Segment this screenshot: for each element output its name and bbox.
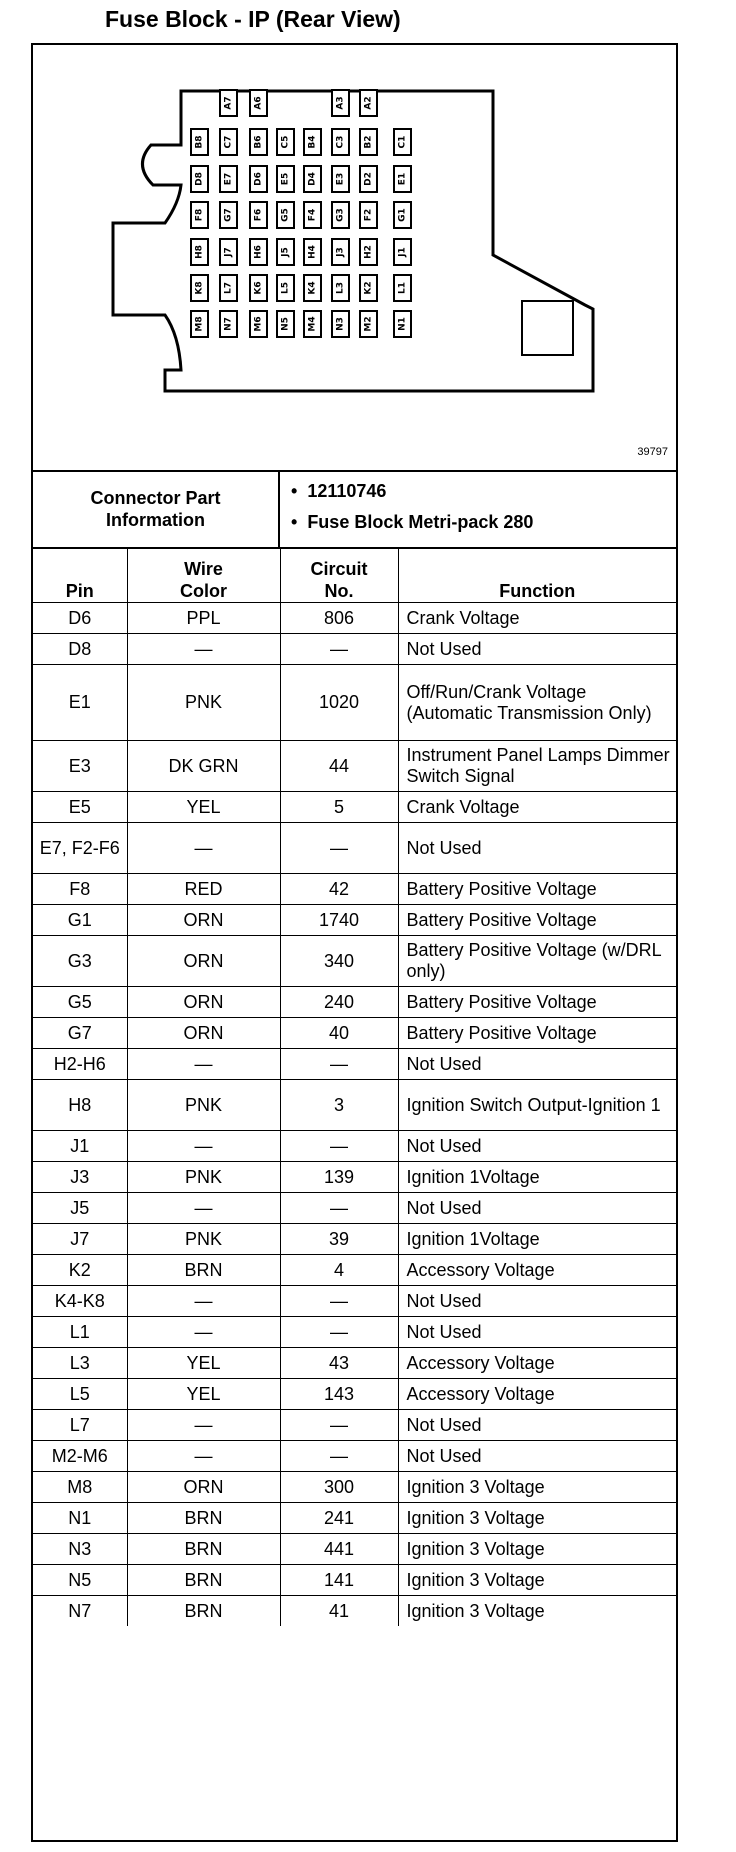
cell-wire-color: RED bbox=[127, 874, 280, 905]
pin-cavity bbox=[220, 202, 237, 228]
cell-function: Ignition 3 Voltage bbox=[398, 1534, 676, 1565]
pin-label: B6 bbox=[253, 135, 264, 149]
pin-cavity bbox=[394, 129, 411, 155]
table-row bbox=[33, 1193, 676, 1224]
cell-circuit-no: 5 bbox=[280, 792, 398, 823]
cell-pin: N5 bbox=[33, 1565, 127, 1596]
pin-label: G7 bbox=[223, 208, 234, 222]
table-row bbox=[33, 1534, 676, 1565]
cell-wire-color: PNK bbox=[127, 1080, 280, 1131]
pin-cavity bbox=[191, 239, 208, 265]
cell-pin: N7 bbox=[33, 1596, 127, 1627]
cell-circuit-no: — bbox=[280, 1317, 398, 1348]
table-row bbox=[33, 1131, 676, 1162]
pin-cavity bbox=[191, 311, 208, 337]
diagram-number: 39797 bbox=[637, 446, 668, 458]
cell-circuit-no: — bbox=[280, 1441, 398, 1472]
cell-wire-color: PNK bbox=[127, 1224, 280, 1255]
connector-diagram-svg bbox=[33, 45, 676, 470]
pin-label: F2 bbox=[363, 208, 374, 222]
pin-cavity bbox=[394, 166, 411, 192]
cell-circuit-no: — bbox=[280, 1410, 398, 1441]
cell-circuit-no: — bbox=[280, 1193, 398, 1224]
cell-function: Off/Run/Crank Voltage (Automatic Transmission Only) bbox=[398, 665, 676, 741]
cell-circuit-no: 300 bbox=[280, 1472, 398, 1503]
pin-cavity bbox=[304, 275, 321, 301]
pin-cavity bbox=[220, 275, 237, 301]
pin-label: J1 bbox=[397, 247, 408, 257]
page-title: Fuse Block - IP (Rear View) bbox=[105, 6, 401, 32]
pin-cavity bbox=[394, 239, 411, 265]
pin-cavity bbox=[220, 166, 237, 192]
cell-circuit-no: 41 bbox=[280, 1596, 398, 1627]
cell-pin: J1 bbox=[33, 1131, 127, 1162]
pin-label: M6 bbox=[253, 316, 264, 332]
cell-pin: M8 bbox=[33, 1472, 127, 1503]
table-row bbox=[33, 1317, 676, 1348]
cell-circuit-no: 42 bbox=[280, 874, 398, 905]
pin-label: N1 bbox=[397, 317, 408, 331]
fuse-block-frame bbox=[31, 43, 678, 1842]
cell-pin: G3 bbox=[33, 936, 127, 987]
cell-pin: E5 bbox=[33, 792, 127, 823]
pin-cavity bbox=[332, 311, 349, 337]
cell-circuit-no: 4 bbox=[280, 1255, 398, 1286]
cell-circuit-no: 139 bbox=[280, 1162, 398, 1193]
cell-pin: E3 bbox=[33, 741, 127, 792]
pin-label: G3 bbox=[335, 208, 346, 222]
pin-label: F6 bbox=[253, 208, 264, 222]
pin-label: D6 bbox=[253, 172, 264, 186]
connector-label-line2: Information bbox=[106, 509, 205, 530]
cell-function: Ignition 3 Voltage bbox=[398, 1472, 676, 1503]
pin-cavity bbox=[360, 239, 377, 265]
pin-cavity bbox=[191, 129, 208, 155]
pin-label: C3 bbox=[335, 135, 346, 149]
cell-function: Not Used bbox=[398, 1131, 676, 1162]
cell-wire-color: ORN bbox=[127, 987, 280, 1018]
cell-wire-color: — bbox=[127, 1317, 280, 1348]
cell-pin: H8 bbox=[33, 1080, 127, 1131]
cell-wire-color: YEL bbox=[127, 1348, 280, 1379]
cell-function: Not Used bbox=[398, 1193, 676, 1224]
table-row bbox=[33, 1472, 676, 1503]
pin-label: L5 bbox=[280, 282, 291, 294]
cell-circuit-no: — bbox=[280, 1049, 398, 1080]
pin-cavity bbox=[191, 202, 208, 228]
cell-pin: E1 bbox=[33, 665, 127, 741]
table-header-row bbox=[33, 547, 676, 603]
pin-label: J5 bbox=[280, 247, 291, 257]
pin-label: N5 bbox=[280, 317, 291, 331]
cell-wire-color: PNK bbox=[127, 1162, 280, 1193]
table-row bbox=[33, 792, 676, 823]
cell-wire-color: PNK bbox=[127, 665, 280, 741]
cell-wire-color: ORN bbox=[127, 1018, 280, 1049]
connector-info-label bbox=[33, 470, 280, 547]
cell-wire-color: — bbox=[127, 1441, 280, 1472]
header-pin: Pin bbox=[33, 547, 127, 603]
pin-cavity bbox=[394, 202, 411, 228]
cell-wire-color: — bbox=[127, 1410, 280, 1441]
pin-label: L1 bbox=[397, 282, 408, 294]
cell-function: Battery Positive Voltage bbox=[398, 905, 676, 936]
cell-function: Accessory Voltage bbox=[398, 1255, 676, 1286]
pin-label: M4 bbox=[307, 316, 318, 332]
cell-function: Battery Positive Voltage (w/DRL only) bbox=[398, 936, 676, 987]
pin-label: G1 bbox=[397, 208, 408, 222]
table-row bbox=[33, 665, 676, 741]
pin-label: F4 bbox=[307, 208, 318, 222]
pin-cavity bbox=[277, 129, 294, 155]
cell-pin: K4-K8 bbox=[33, 1286, 127, 1317]
table-row bbox=[33, 1596, 676, 1627]
pin-label: D4 bbox=[307, 172, 318, 186]
cell-pin: F8 bbox=[33, 874, 127, 905]
cell-circuit-no: 40 bbox=[280, 1018, 398, 1049]
pin-cavity bbox=[220, 129, 237, 155]
cell-pin: E7, F2-F6 bbox=[33, 823, 127, 874]
cell-wire-color: — bbox=[127, 1131, 280, 1162]
pin-cavity bbox=[304, 202, 321, 228]
table-row bbox=[33, 1162, 676, 1193]
cell-function: Battery Positive Voltage bbox=[398, 874, 676, 905]
cell-circuit-no: 1740 bbox=[280, 905, 398, 936]
cell-pin: N3 bbox=[33, 1534, 127, 1565]
pin-label: K8 bbox=[194, 281, 205, 295]
table-row bbox=[33, 905, 676, 936]
table-row bbox=[33, 823, 676, 874]
pin-label: E1 bbox=[397, 172, 408, 186]
cell-function: Crank Voltage bbox=[398, 792, 676, 823]
pin-label: A7 bbox=[223, 96, 234, 110]
cell-function: Ignition 3 Voltage bbox=[398, 1596, 676, 1627]
pin-cavity bbox=[304, 166, 321, 192]
pin-cavity bbox=[360, 275, 377, 301]
pin-cavity bbox=[277, 275, 294, 301]
pin-label: G5 bbox=[280, 208, 291, 222]
pin-cavity bbox=[332, 129, 349, 155]
cell-pin: G1 bbox=[33, 905, 127, 936]
cell-pin: G7 bbox=[33, 1018, 127, 1049]
table-row bbox=[33, 1379, 676, 1410]
cell-wire-color: — bbox=[127, 823, 280, 874]
pin-label: E5 bbox=[280, 172, 291, 186]
cell-pin: K2 bbox=[33, 1255, 127, 1286]
cell-wire-color: — bbox=[127, 634, 280, 665]
pin-label: C5 bbox=[280, 135, 291, 149]
cell-circuit-no: 1020 bbox=[280, 665, 398, 741]
cell-pin: H2-H6 bbox=[33, 1049, 127, 1080]
pin-cavity bbox=[304, 239, 321, 265]
table-row bbox=[33, 634, 676, 665]
pinout-table-body bbox=[33, 603, 676, 1627]
pin-label: H4 bbox=[307, 245, 318, 259]
table-row bbox=[33, 1565, 676, 1596]
pin-cavity bbox=[360, 311, 377, 337]
cell-pin: J7 bbox=[33, 1224, 127, 1255]
pin-label: A3 bbox=[335, 96, 346, 110]
pin-label: K2 bbox=[363, 281, 374, 295]
cell-function: Ignition 3 Voltage bbox=[398, 1503, 676, 1534]
table-row bbox=[33, 1410, 676, 1441]
pin-label: N3 bbox=[335, 317, 346, 331]
table-row bbox=[33, 936, 676, 987]
pin-label: B8 bbox=[194, 135, 205, 149]
pin-label: K6 bbox=[253, 281, 264, 295]
header-function: Function bbox=[398, 547, 676, 603]
cell-pin: L1 bbox=[33, 1317, 127, 1348]
cell-pin: N1 bbox=[33, 1503, 127, 1534]
cell-wire-color: BRN bbox=[127, 1255, 280, 1286]
pin-label: J7 bbox=[223, 247, 234, 257]
pin-cavity bbox=[360, 166, 377, 192]
cell-circuit-no: 240 bbox=[280, 987, 398, 1018]
pin-label: C7 bbox=[223, 135, 234, 149]
pin-label: M2 bbox=[363, 316, 374, 332]
pin-label: A6 bbox=[253, 96, 264, 110]
cell-pin: J3 bbox=[33, 1162, 127, 1193]
cell-function: Ignition 1Voltage bbox=[398, 1162, 676, 1193]
table-row bbox=[33, 603, 676, 634]
pin-cavity bbox=[277, 202, 294, 228]
pin-cavity bbox=[191, 166, 208, 192]
connector-label-line1: Connector Part bbox=[90, 487, 221, 508]
cell-pin: L5 bbox=[33, 1379, 127, 1410]
cell-function: Not Used bbox=[398, 1441, 676, 1472]
pin-cavity bbox=[220, 239, 237, 265]
cell-circuit-no: 44 bbox=[280, 741, 398, 792]
cell-wire-color: BRN bbox=[127, 1534, 280, 1565]
cell-circuit-no: 3 bbox=[280, 1080, 398, 1131]
cell-function: Not Used bbox=[398, 1317, 676, 1348]
pin-cavity bbox=[220, 311, 237, 337]
cell-circuit-no: — bbox=[280, 1131, 398, 1162]
pin-cavity bbox=[360, 202, 377, 228]
table-row bbox=[33, 1503, 676, 1534]
cell-pin: L7 bbox=[33, 1410, 127, 1441]
pin-cavity bbox=[332, 239, 349, 265]
table-row bbox=[33, 1441, 676, 1472]
pin-cavity bbox=[250, 202, 267, 228]
cell-pin: L3 bbox=[33, 1348, 127, 1379]
cell-circuit-no: 806 bbox=[280, 603, 398, 634]
cell-wire-color: YEL bbox=[127, 1379, 280, 1410]
cell-circuit-no: 141 bbox=[280, 1565, 398, 1596]
cell-wire-color: ORN bbox=[127, 1472, 280, 1503]
header-circuit-no: Circuit No. bbox=[280, 547, 398, 603]
pin-cavity bbox=[191, 275, 208, 301]
table-row bbox=[33, 1286, 676, 1317]
pin-cavity bbox=[250, 275, 267, 301]
pin-cavity bbox=[332, 90, 349, 116]
pin-label: J3 bbox=[335, 247, 346, 257]
cell-pin: J5 bbox=[33, 1193, 127, 1224]
cell-pin: M2-M6 bbox=[33, 1441, 127, 1472]
cell-circuit-no: 441 bbox=[280, 1534, 398, 1565]
cell-function: Battery Positive Voltage bbox=[398, 1018, 676, 1049]
cell-wire-color: ORN bbox=[127, 936, 280, 987]
pin-label: H2 bbox=[363, 245, 374, 259]
pin-label: A2 bbox=[363, 96, 374, 110]
cell-function: Battery Positive Voltage bbox=[398, 987, 676, 1018]
cell-wire-color: DK GRN bbox=[127, 741, 280, 792]
cell-function: Not Used bbox=[398, 634, 676, 665]
table-row bbox=[33, 1018, 676, 1049]
cell-circuit-no: 340 bbox=[280, 936, 398, 987]
pin-cavity bbox=[250, 90, 267, 116]
cell-circuit-no: 43 bbox=[280, 1348, 398, 1379]
cell-circuit-no: — bbox=[280, 823, 398, 874]
pin-cavity bbox=[360, 129, 377, 155]
cell-function: Ignition Switch Output-Ignition 1 bbox=[398, 1080, 676, 1131]
pin-cavity bbox=[277, 166, 294, 192]
pin-label: F8 bbox=[194, 208, 205, 222]
cell-circuit-no: 241 bbox=[280, 1503, 398, 1534]
cell-wire-color: BRN bbox=[127, 1596, 280, 1627]
pin-label: M8 bbox=[194, 316, 205, 332]
connector-key-square bbox=[522, 301, 573, 355]
cell-function: Crank Voltage bbox=[398, 603, 676, 634]
pinout-table bbox=[33, 547, 676, 1626]
pin-cavity bbox=[360, 90, 377, 116]
pin-label: D8 bbox=[194, 172, 205, 186]
pin-label: B2 bbox=[363, 135, 374, 149]
cell-wire-color: — bbox=[127, 1193, 280, 1224]
pin-label: E7 bbox=[223, 172, 234, 186]
pin-label: H6 bbox=[253, 245, 264, 259]
cell-circuit-no: — bbox=[280, 634, 398, 665]
cell-function: Accessory Voltage bbox=[398, 1348, 676, 1379]
cell-circuit-no: 39 bbox=[280, 1224, 398, 1255]
pin-cavity bbox=[220, 90, 237, 116]
pin-cavity bbox=[250, 166, 267, 192]
cell-pin: G5 bbox=[33, 987, 127, 1018]
pin-cavity bbox=[250, 311, 267, 337]
connector-diagram bbox=[33, 45, 676, 472]
pin-label: L7 bbox=[223, 282, 234, 294]
pin-label: D2 bbox=[363, 172, 374, 186]
table-row bbox=[33, 1049, 676, 1080]
table-row bbox=[33, 987, 676, 1018]
cell-function: Not Used bbox=[398, 1286, 676, 1317]
pin-label: B4 bbox=[307, 135, 318, 149]
table-row bbox=[33, 1080, 676, 1131]
connector-part-name: • Fuse Block Metri-pack 280 bbox=[291, 507, 533, 538]
cell-wire-color: — bbox=[127, 1286, 280, 1317]
pin-label: N7 bbox=[223, 317, 234, 331]
pin-label: K4 bbox=[307, 281, 318, 295]
pin-cavity bbox=[332, 202, 349, 228]
pin-cavity bbox=[277, 311, 294, 337]
pin-cavity bbox=[332, 166, 349, 192]
cell-circuit-no: 143 bbox=[280, 1379, 398, 1410]
cell-circuit-no: — bbox=[280, 1286, 398, 1317]
connector-parts bbox=[291, 476, 533, 538]
pin-cavity bbox=[304, 129, 321, 155]
pin-label: H8 bbox=[194, 245, 205, 259]
cell-function: Ignition 3 Voltage bbox=[398, 1565, 676, 1596]
cell-wire-color: BRN bbox=[127, 1565, 280, 1596]
table-row bbox=[33, 1224, 676, 1255]
connector-part-number: • 12110746 bbox=[291, 476, 533, 507]
pin-label: L3 bbox=[335, 282, 346, 294]
pin-cavity bbox=[277, 239, 294, 265]
cell-function: Not Used bbox=[398, 1410, 676, 1441]
cell-wire-color: — bbox=[127, 1049, 280, 1080]
cell-function: Not Used bbox=[398, 1049, 676, 1080]
cell-wire-color: ORN bbox=[127, 905, 280, 936]
pin-cavity bbox=[250, 129, 267, 155]
cell-pin: D8 bbox=[33, 634, 127, 665]
table-row bbox=[33, 874, 676, 905]
table-row bbox=[33, 741, 676, 792]
cell-function: Not Used bbox=[398, 823, 676, 874]
header-wire-color: Wire Color bbox=[127, 547, 280, 603]
pin-label: C1 bbox=[397, 135, 408, 149]
cell-wire-color: PPL bbox=[127, 603, 280, 634]
cell-function: Instrument Panel Lamps Dimmer Switch Signal bbox=[398, 741, 676, 792]
pin-cavity bbox=[394, 275, 411, 301]
cell-wire-color: YEL bbox=[127, 792, 280, 823]
cell-function: Ignition 1Voltage bbox=[398, 1224, 676, 1255]
table-row bbox=[33, 1255, 676, 1286]
pin-cavity bbox=[332, 275, 349, 301]
connector-info bbox=[33, 470, 676, 549]
pin-cavity bbox=[394, 311, 411, 337]
cell-pin: D6 bbox=[33, 603, 127, 634]
pin-cavity bbox=[250, 239, 267, 265]
table-row bbox=[33, 1348, 676, 1379]
cell-wire-color: BRN bbox=[127, 1503, 280, 1534]
cell-function: Accessory Voltage bbox=[398, 1379, 676, 1410]
pin-label: E3 bbox=[335, 172, 346, 186]
pin-cavity bbox=[304, 311, 321, 337]
